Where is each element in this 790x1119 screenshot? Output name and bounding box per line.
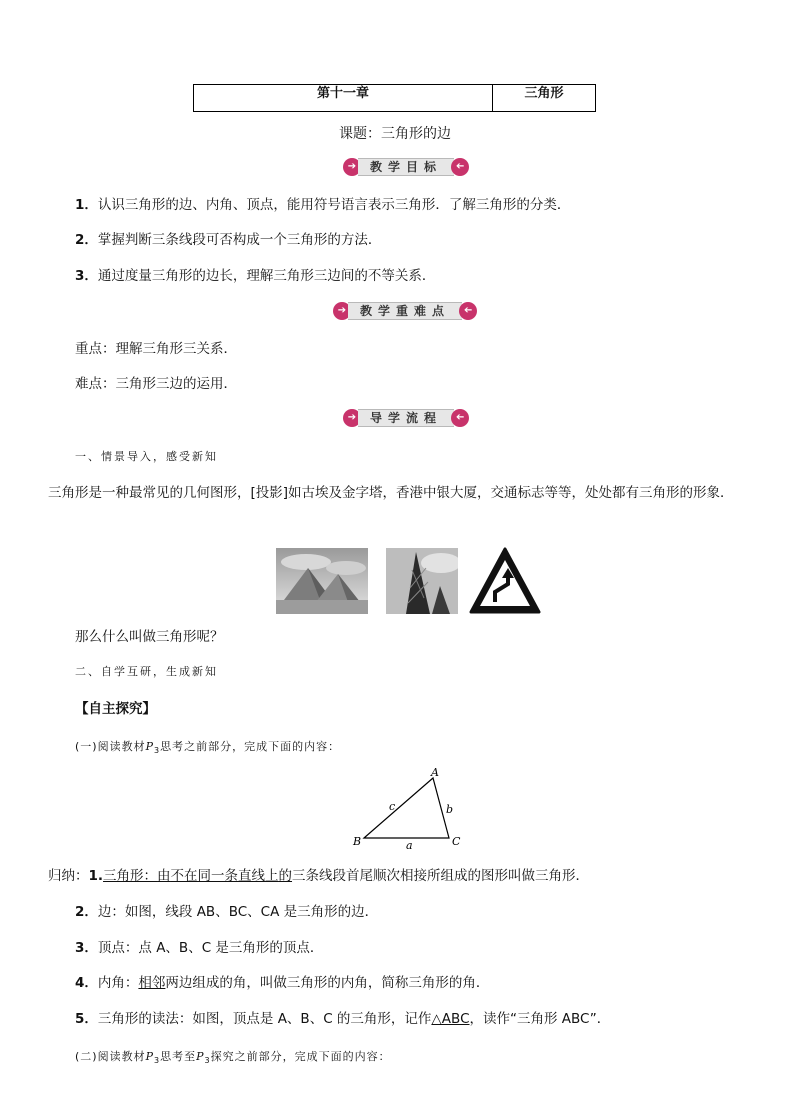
arrow-left-icon: ➔ xyxy=(459,302,477,320)
summary-item: 3．顶点：点 A、B、C 是三角形的顶点． xyxy=(75,940,324,956)
svg-text:b: b xyxy=(446,803,454,816)
key-point: 重点：理解三角形三关系． xyxy=(75,341,237,357)
arrow-right-icon: ➔ xyxy=(343,158,361,176)
chapter-label: 第十一章 xyxy=(194,85,493,111)
difficult-point: 难点：三角形三边的运用． xyxy=(75,376,237,392)
banner-title: 导学流程 xyxy=(358,409,454,427)
part2-heading: 二、自学互研，生成新知 xyxy=(75,665,218,678)
banner-title: 教学目标 xyxy=(358,158,454,176)
tower-photo xyxy=(386,548,458,614)
svg-text:C: C xyxy=(452,835,461,848)
arrow-right-icon: ➔ xyxy=(333,302,351,320)
svg-text:B: B xyxy=(353,835,362,848)
pyramid-photo xyxy=(276,548,368,614)
svg-text:c: c xyxy=(389,800,396,813)
banner-title: 教学重难点 xyxy=(348,302,462,320)
chapter-header-table xyxy=(193,84,596,112)
question-text: 那么什么叫做三角形呢？ xyxy=(75,629,224,645)
goal-item: 2．掌握判断三条线段可否构成一个三角形的方法． xyxy=(75,232,382,248)
part1-heading: 一、情景导入，感受新知 xyxy=(75,450,218,463)
section-banner-keypoints xyxy=(333,301,477,321)
intro-paragraph: 三角形是一种最常见的几何图形，[投影]如古埃及金字塔，香港中银大厦，交通标志等等，处处都有三角形的形象． xyxy=(48,485,734,501)
arrow-left-icon: ➔ xyxy=(451,409,469,427)
reading-instruction-2: (二)阅读教材$P_3$思考至$P_3$探究之前部分，完成下面的内容： xyxy=(75,1050,391,1066)
lesson-subject: 课题：三角形的边 xyxy=(339,126,451,142)
svg-text:A: A xyxy=(431,766,439,779)
section-banner-goals xyxy=(343,157,469,177)
explore-label: 【自主探究】 xyxy=(75,701,156,717)
summary-item: 2．边：如图，线段 AB、BC、CA 是三角形的边． xyxy=(75,904,379,920)
arrow-right-icon: ➔ xyxy=(343,409,361,427)
triangle-abc-figure xyxy=(350,765,470,853)
svg-text:a: a xyxy=(406,839,413,852)
summary-definition: 归纳：1.三角形：由不在同一条直线上的三条线段首尾顺次相接所组成的图形叫做三角形． xyxy=(48,868,590,884)
section-banner-flow xyxy=(343,408,469,428)
goal-item: 3．通过度量三角形的边长，理解三角形三边间的不等关系． xyxy=(75,268,436,284)
chapter-topic: 三角形 xyxy=(524,86,564,101)
reading-instruction-1: (一)阅读教材$P_3$思考之前部分，完成下面的内容： xyxy=(75,740,341,756)
goal-item: 1．认识三角形的边、内角、顶点，能用符号语言表示三角形．了解三角形的分类． xyxy=(75,197,571,213)
summary-item: 5．三角形的读法：如图，顶点是 A、B、C 的三角形，记作△ABC，读作“三角形 ABC”． xyxy=(75,1011,611,1027)
summary-item: 4．内角：相邻两边组成的角，叫做三角形的内角，简称三角形的角． xyxy=(75,975,490,991)
arrow-left-icon: ➔ xyxy=(451,158,469,176)
traffic-sign-icon xyxy=(468,546,542,616)
